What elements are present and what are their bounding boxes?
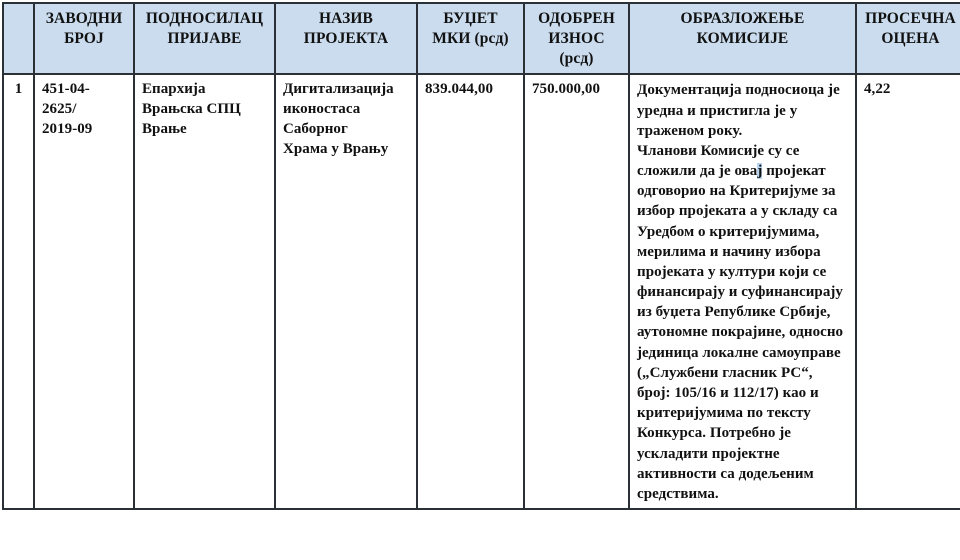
column-header-applicant-line2: ПРИЈАВЕ	[167, 30, 242, 48]
column-header-approved-amount-line2: ИЗНОС	[548, 30, 605, 48]
applicant-line3: Врање	[142, 121, 187, 138]
column-header-project-name	[275, 3, 417, 74]
column-header-average-grade	[856, 3, 960, 74]
column-header-registration-number-line2: БРОЈ	[64, 30, 104, 48]
column-header-budget-line1: БУЏЕТ	[443, 10, 498, 27]
column-header-budget-line3: (рсд)	[474, 30, 509, 48]
column-header-approved-amount	[524, 3, 629, 74]
cell-project-name	[275, 74, 417, 509]
column-header-index	[3, 3, 34, 74]
column-header-approved-amount-line3: (рсд)	[559, 50, 594, 68]
cell-registration-number	[34, 74, 134, 509]
column-header-average-grade-line2: ОЦЕНА	[881, 30, 940, 48]
column-header-project-name-line1: НАЗИВ	[319, 10, 373, 27]
column-header-registration-number	[34, 3, 134, 74]
text-selection-highlight[interactable]: ј	[757, 163, 763, 180]
cell-budget-amount: 839.044,00	[417, 74, 524, 509]
explanation-paragraph-1: Документација подносиоца је уредна и пристигла је у траженом року.	[637, 82, 840, 139]
column-header-explanation-line2: КОМИСИЈЕ	[696, 30, 789, 48]
projects-table	[2, 2, 960, 510]
registration-number-line3: 2019-09	[42, 121, 93, 138]
column-header-project-name-line2: ПРОЈЕКТА	[303, 30, 389, 48]
project-name-line4: Храма у Врању	[283, 140, 389, 157]
cell-approved-amount: 750.000,00	[524, 74, 629, 509]
cell-explanation	[629, 74, 856, 509]
registration-number-line1: 451-04-	[42, 81, 90, 98]
column-header-approved-amount-line1: ОДОБРЕН	[538, 10, 615, 27]
explanation-text	[637, 80, 848, 504]
column-header-applicant	[134, 3, 275, 74]
applicant-line2: Врањска СПЦ	[142, 101, 241, 118]
column-header-explanation-line1: ОБРАЗЛОЖЕЊЕ	[680, 10, 805, 27]
project-name-line2: иконостаса	[283, 101, 361, 118]
project-name-line3: Саборног	[283, 121, 348, 138]
explanation-paragraph-2-pre-selection: Чланови Комисије су се сложили да је ова	[637, 142, 800, 180]
table-row	[3, 74, 960, 509]
cell-row-index: 1	[3, 74, 34, 509]
column-header-average-grade-line1: ПРОСЕЧНА	[865, 10, 956, 27]
table-header-row-group	[3, 3, 960, 74]
column-header-applicant-line1: ПОДНОСИЛАЦ	[145, 10, 264, 27]
project-name-line1: Дигитализација	[283, 81, 394, 98]
explanation-paragraph-2-post-selection: пројекат одговорио на Критеријуме за избор пројеката а у складу са Уредбом о критеријумима, мерилима и начину избора пројеката у култури који се финансирају и суфинансирају из буџета Републике Србије, аутономне покрајине, односно јединица локалне самоуправе („Службени гласник РС“, број: 105/16 и 112/17) као и критеријумима по тексту Конкурса. Потребно је ускладити пројектне активности са додељеним средствима.	[637, 163, 844, 502]
explanation-paragraph-2	[637, 141, 848, 504]
column-header-registration-number-line1: ЗАВОДНИ	[45, 10, 123, 27]
column-header-explanation	[629, 3, 856, 74]
column-header-budget-line2: МКИ	[432, 30, 471, 48]
cell-average-grade: 4,22	[856, 74, 960, 509]
table-header-row	[3, 3, 960, 74]
registration-number-line2: 2625/	[42, 101, 77, 118]
table-body	[3, 74, 960, 509]
column-header-budget	[417, 3, 524, 74]
applicant-line1: Епархија	[142, 81, 206, 98]
cell-applicant	[134, 74, 275, 509]
